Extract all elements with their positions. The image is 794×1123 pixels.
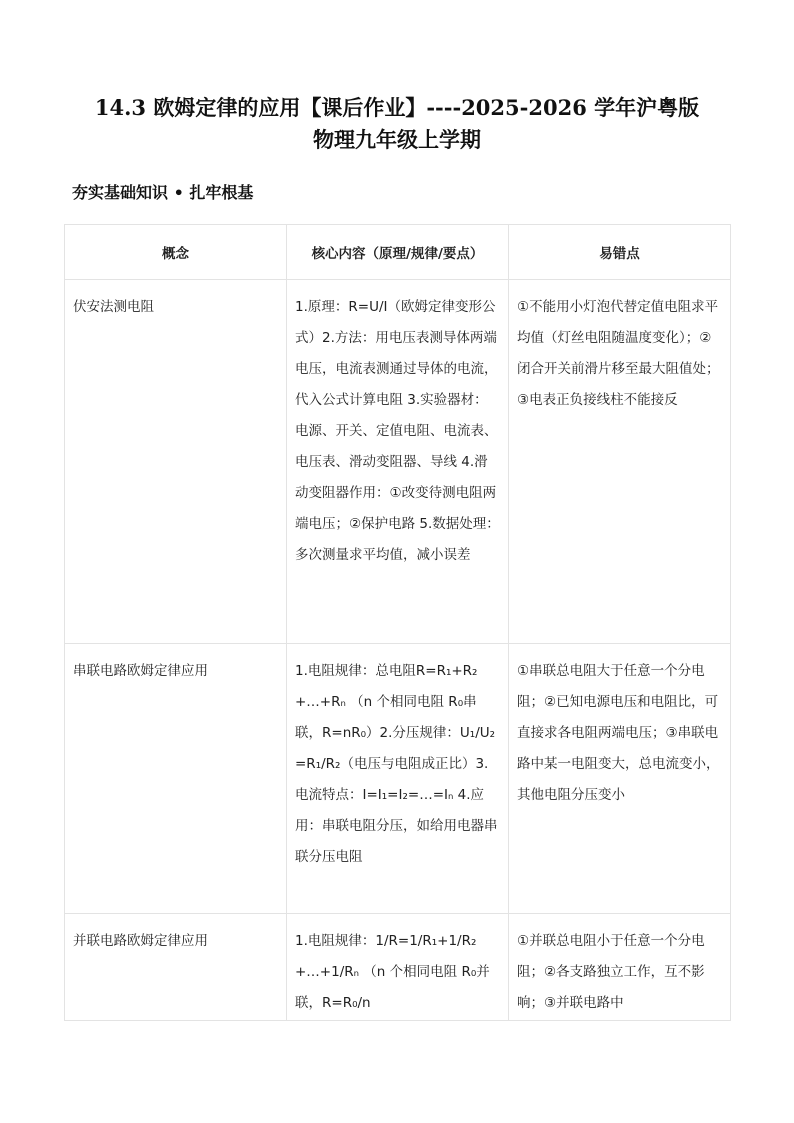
title-line-2: 物理九年级上学期 — [313, 127, 481, 152]
cell-concept: 伏安法测电阻 — [65, 280, 287, 644]
cell-concept — [65, 914, 287, 1021]
cell-mistakes: ①串联总电阻大于任意一个分电阻；②已知电源电压和电阻比，可直接求各电阻两端电压；③串联电路中某一电阻变大，总电流变小，其他电阻分压变小 — [509, 644, 731, 914]
cell-mistakes — [509, 914, 731, 1021]
cell-text: ①并联总电阻小于任意一个分电阻；②各支路独立工作，互不影响；③并联电路中 — [517, 933, 705, 1011]
header-core-content: 核心内容（原理/规律/要点） — [287, 225, 509, 280]
cell-content — [287, 914, 509, 1021]
cell-concept: 串联电路欧姆定律应用 — [65, 644, 287, 914]
table-row — [65, 914, 731, 1021]
header-concept: 概念 — [65, 225, 287, 280]
cell-content: 1.电阻规律：总电阻R=R₁+R₂+…+Rₙ （n 个相同电阻 R₀串联，R=nR₀）2.分压规律：U₁/U₂=R₁/R₂（电压与电阻成正比）3.电流特点：I=I₁=I₂=…=Iₙ 4.应用：串联电阻分压，如给用电器串联分压电阻 — [287, 644, 509, 914]
table-row — [65, 644, 731, 914]
knowledge-table — [64, 224, 731, 1021]
header-mistakes: 易错点 — [509, 225, 731, 280]
cell-mistakes: ①不能用小灯泡代替定值电阻求平均值（灯丝电阻随温度变化）；②闭合开关前滑片移至最大阻值处；③电表正负接线柱不能接反 — [509, 280, 731, 644]
title-line-1: 14.3 欧姆定律的应用【课后作业】----2025-2026 学年沪粤版 — [94, 95, 700, 120]
section-heading: 夯实基础知识 • 扎牢根基 — [72, 183, 254, 202]
cell-content: 1.原理：R=U/I（欧姆定律变形公式）2.方法：用电压表测导体两端电压，电流表测通过导体的电流，代入公式计算电阻 3.实验器材：电源、开关、定值电阻、电流表、电压表、滑动变阻器、导线 4.滑动变阻器作用：①改变待测电阻两端电压；②保护电路 5.数据处理：多次测量求平均值，减小误差 — [287, 280, 509, 644]
cell-text: 1.电阻规律：1/R=1/R₁+1/R₂+…+1/Rₙ （n 个相同电阻 R₀并联，R=R₀/n — [295, 933, 490, 1011]
cell-text: 并联电路欧姆定律应用 — [73, 933, 208, 949]
table-row — [65, 280, 731, 644]
document-title — [60, 92, 734, 156]
table-header-row — [65, 225, 731, 280]
